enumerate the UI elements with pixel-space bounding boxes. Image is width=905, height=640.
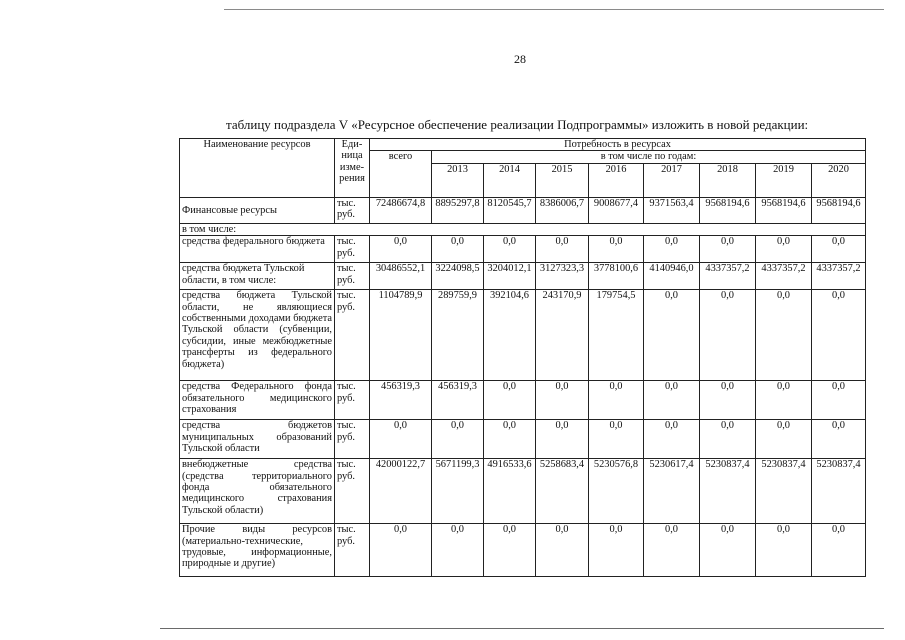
row-value: 4337357,2 <box>700 263 756 290</box>
row-value: 4337357,2 <box>756 263 812 290</box>
row-name: средства бюджета Тульской области, в том числе: <box>180 263 335 290</box>
row-value: 0,0 <box>484 420 536 459</box>
row-total: 42000122,7 <box>370 459 432 524</box>
row-value: 0,0 <box>700 420 756 459</box>
row-value: 9371563,4 <box>644 197 700 223</box>
row-name: средства Федерального фонда обязательного медицинского страхования <box>180 381 335 420</box>
row-value: 0,0 <box>756 236 812 263</box>
row-value: 0,0 <box>644 290 700 381</box>
row-value: 0,0 <box>700 236 756 263</box>
top-rule <box>224 9 884 10</box>
row-value: 4140946,0 <box>644 263 700 290</box>
row-value: 9568194,6 <box>812 197 866 223</box>
row-total: 0,0 <box>370 236 432 263</box>
row-unit: тыс. руб. <box>335 236 370 263</box>
row-value: 8895297,8 <box>432 197 484 223</box>
row-value: 3778100,6 <box>589 263 644 290</box>
row-total: 72486674,8 <box>370 197 432 223</box>
row-value: 0,0 <box>700 524 756 577</box>
row-value: 0,0 <box>644 236 700 263</box>
row-total: 0,0 <box>370 524 432 577</box>
row-value: 4337357,2 <box>812 263 866 290</box>
header-year: 2018 <box>700 163 756 197</box>
row-unit: тыс. руб. <box>335 381 370 420</box>
row-value: 0,0 <box>432 420 484 459</box>
row-value: 0,0 <box>812 236 866 263</box>
header-row-1 <box>180 139 866 151</box>
row-value: 5258683,4 <box>536 459 589 524</box>
row-name: Финансовые ресурсы <box>180 197 335 223</box>
row-value: 0,0 <box>756 420 812 459</box>
bottom-rule <box>160 628 884 629</box>
table-row <box>180 381 866 420</box>
row-value: 3127323,3 <box>536 263 589 290</box>
row-value: 3204012,1 <box>484 263 536 290</box>
row-value: 9008677,4 <box>589 197 644 223</box>
row-value: 0,0 <box>756 524 812 577</box>
row-value: 0,0 <box>644 420 700 459</box>
row-value: 0,0 <box>756 381 812 420</box>
table-row <box>180 420 866 459</box>
intro-text: таблицу подраздела V «Ресурсное обеспечение реализации Подпрограммы» изложить в новой редакции: <box>226 117 809 132</box>
row-value: 0,0 <box>812 524 866 577</box>
resource-table <box>179 138 866 577</box>
row-value: 5230837,4 <box>700 459 756 524</box>
row-unit: тыс. руб. <box>335 197 370 223</box>
row-unit: тыс. руб. <box>335 420 370 459</box>
row-name: средства бюджетов муниципальных образований Тульской области <box>180 420 335 459</box>
row-value: 8120545,7 <box>484 197 536 223</box>
row-value: 0,0 <box>644 381 700 420</box>
row-name: средства бюджета Тульской области, не являющиеся собственными доходами бюджета Тульской области (субвенции, субсидии, иные межбюджетные трансферты из федерального бюджета) <box>180 290 335 381</box>
row-value: 0,0 <box>432 236 484 263</box>
row-value: 4916533,6 <box>484 459 536 524</box>
row-unit: тыс. руб. <box>335 290 370 381</box>
header-year: 2013 <box>432 163 484 197</box>
table-row <box>180 459 866 524</box>
row-unit: тыс. руб. <box>335 263 370 290</box>
header-year: 2015 <box>536 163 589 197</box>
row-value: 5230837,4 <box>812 459 866 524</box>
row-value: 0,0 <box>536 236 589 263</box>
table-row <box>180 524 866 577</box>
row-value: 179754,5 <box>589 290 644 381</box>
row-value: 0,0 <box>812 290 866 381</box>
table-row <box>180 290 866 381</box>
row-value: 5671199,3 <box>432 459 484 524</box>
row-unit: тыс. руб. <box>335 524 370 577</box>
table-row <box>180 197 866 223</box>
row-name: Прочие виды ресурсов (материально-технические, трудовые, информационные, природные и другие) <box>180 524 335 577</box>
row-value: 5230576,8 <box>589 459 644 524</box>
row-value: 8386006,7 <box>536 197 589 223</box>
row-value: 0,0 <box>484 524 536 577</box>
row-value: 3224098,5 <box>432 263 484 290</box>
row-value: 9568194,6 <box>700 197 756 223</box>
row-value: 0,0 <box>484 236 536 263</box>
row-value: 5230617,4 <box>644 459 700 524</box>
row-value: 0,0 <box>536 381 589 420</box>
row-value: 0,0 <box>756 290 812 381</box>
header-year: 2020 <box>812 163 866 197</box>
row-value: 0,0 <box>589 236 644 263</box>
header-year: 2019 <box>756 163 812 197</box>
row-value: 0,0 <box>484 381 536 420</box>
row-value: 0,0 <box>700 381 756 420</box>
header-by-years: в том числе по годам: <box>432 151 866 163</box>
row-total: 30486552,1 <box>370 263 432 290</box>
row-total: 1104789,9 <box>370 290 432 381</box>
page-number: 28 <box>514 52 526 66</box>
row-value: 0,0 <box>536 420 589 459</box>
row-value: 0,0 <box>589 420 644 459</box>
row-value: 0,0 <box>812 381 866 420</box>
row-value: 0,0 <box>432 524 484 577</box>
table-row-subheading <box>180 223 866 235</box>
header-unit <box>335 139 370 198</box>
row-value: 392104,6 <box>484 290 536 381</box>
header-unit-line: рения <box>339 173 365 185</box>
header-year: 2016 <box>589 163 644 197</box>
row-value: 9568194,6 <box>756 197 812 223</box>
row-value: 0,0 <box>589 381 644 420</box>
row-value: 243170,9 <box>536 290 589 381</box>
header-need: Потребность в ресурсах <box>370 139 866 151</box>
row-value: 0,0 <box>644 524 700 577</box>
header-unit-line: ница <box>341 150 363 162</box>
row-unit: тыс. руб. <box>335 459 370 524</box>
row-subheading: в том числе: <box>180 223 866 235</box>
header-resource-name: Наименование ресурсов <box>180 139 335 198</box>
row-value: 0,0 <box>536 524 589 577</box>
row-value: 0,0 <box>700 290 756 381</box>
row-name: средства федерального бюджета <box>180 236 335 263</box>
row-total: 456319,3 <box>370 381 432 420</box>
header-unit-line: изме- <box>339 161 365 173</box>
row-name: внебюджетные средства (средства территориального фонда обязательного медицинского страхования Тульской области) <box>180 459 335 524</box>
header-unit-line: Еди- <box>341 139 363 150</box>
table-row <box>180 236 866 263</box>
row-value: 5230837,4 <box>756 459 812 524</box>
row-total: 0,0 <box>370 420 432 459</box>
table-row <box>180 263 866 290</box>
row-value: 0,0 <box>589 524 644 577</box>
row-value: 456319,3 <box>432 381 484 420</box>
row-value: 289759,9 <box>432 290 484 381</box>
header-year: 2017 <box>644 163 700 197</box>
row-value: 0,0 <box>812 420 866 459</box>
header-year: 2014 <box>484 163 536 197</box>
header-total: всего <box>370 151 432 197</box>
